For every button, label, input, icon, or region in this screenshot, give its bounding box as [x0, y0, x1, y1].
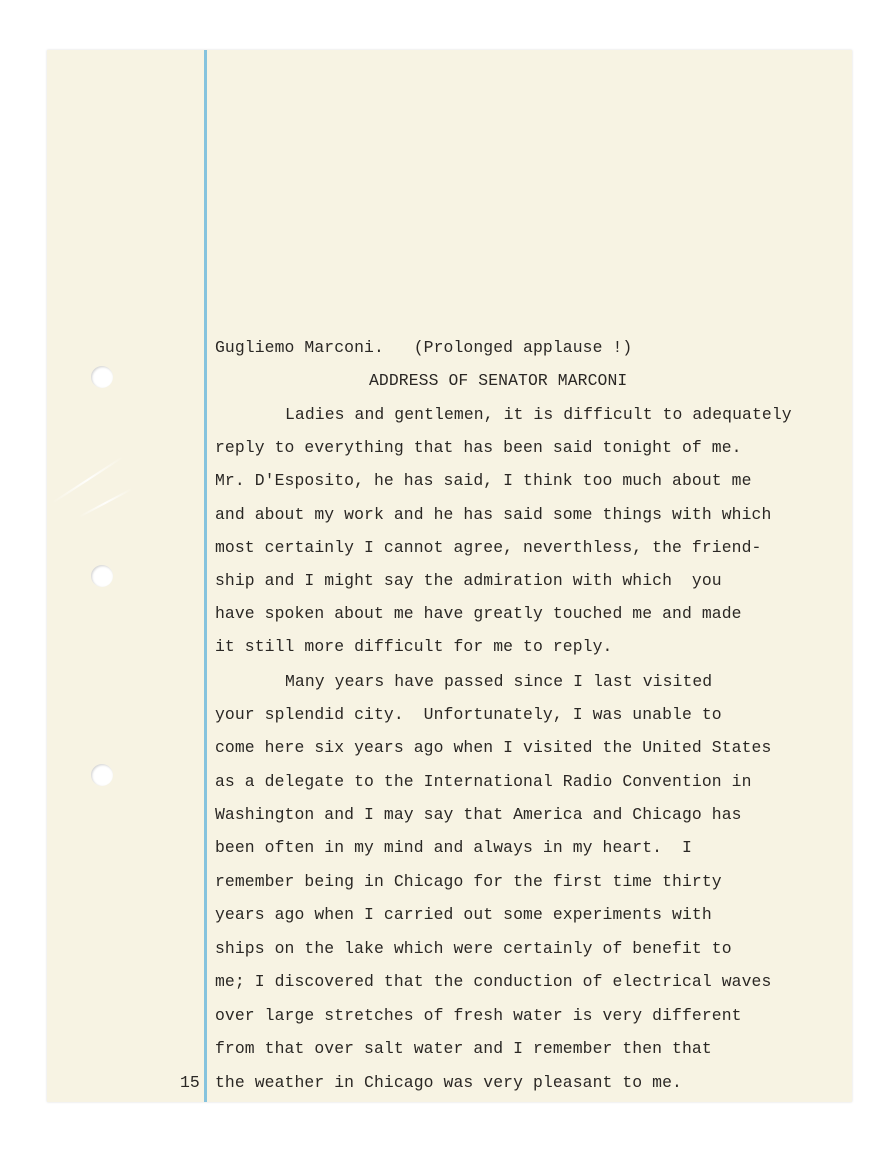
punch-hole-top — [91, 366, 113, 388]
text-line: come here six years ago when I visited the United States — [215, 738, 772, 757]
page-number: 15 — [180, 1073, 200, 1092]
text-line: from that over salt water and I remember then that — [215, 1039, 712, 1058]
text-line: it still more difficult for me to reply. — [215, 637, 613, 656]
text-line: Mr. D'Esposito, he has said, I think too much about me — [215, 471, 752, 490]
margin-rule — [204, 50, 207, 1102]
address-heading: ADDRESS OF SENATOR MARCONI — [369, 371, 628, 390]
text-line: ship and I might say the admiration with which you — [215, 571, 722, 590]
text-line: reply to everything that has been said tonight of me. — [215, 438, 742, 457]
text-line: have spoken about me have greatly touched me and made — [215, 604, 742, 623]
text-line: Ladies and gentlemen, it is difficult to adequately — [285, 405, 792, 424]
punch-hole-middle — [91, 565, 113, 587]
text-line: the weather in Chicago was very pleasant to me. — [215, 1073, 682, 1092]
text-line: Washington and I may say that America and Chicago has — [215, 805, 742, 824]
text-line: and about my work and he has said some things with which — [215, 505, 772, 524]
text-line: your splendid city. Unfortunately, I was unable to — [215, 705, 722, 724]
text-line: years ago when I carried out some experiments with — [215, 905, 712, 924]
text-line: over large stretches of fresh water is very different — [215, 1006, 742, 1025]
text-line: Gugliemo Marconi. (Prolonged applause !) — [215, 338, 633, 357]
text-line: as a delegate to the International Radio Convention in — [215, 772, 752, 791]
paper-crease — [79, 488, 133, 518]
text-line: remember being in Chicago for the first time thirty — [215, 872, 722, 891]
text-line: been often in my mind and always in my heart. I — [215, 838, 692, 857]
text-line: me; I discovered that the conduction of electrical waves — [215, 972, 772, 991]
punch-hole-bottom — [91, 764, 113, 786]
text-line: Many years have passed since I last visited — [285, 672, 713, 691]
text-line: ships on the lake which were certainly of benefit to — [215, 939, 732, 958]
text-line: most certainly I cannot agree, neverthless, the friend- — [215, 538, 762, 557]
typewritten-page — [47, 50, 852, 1102]
